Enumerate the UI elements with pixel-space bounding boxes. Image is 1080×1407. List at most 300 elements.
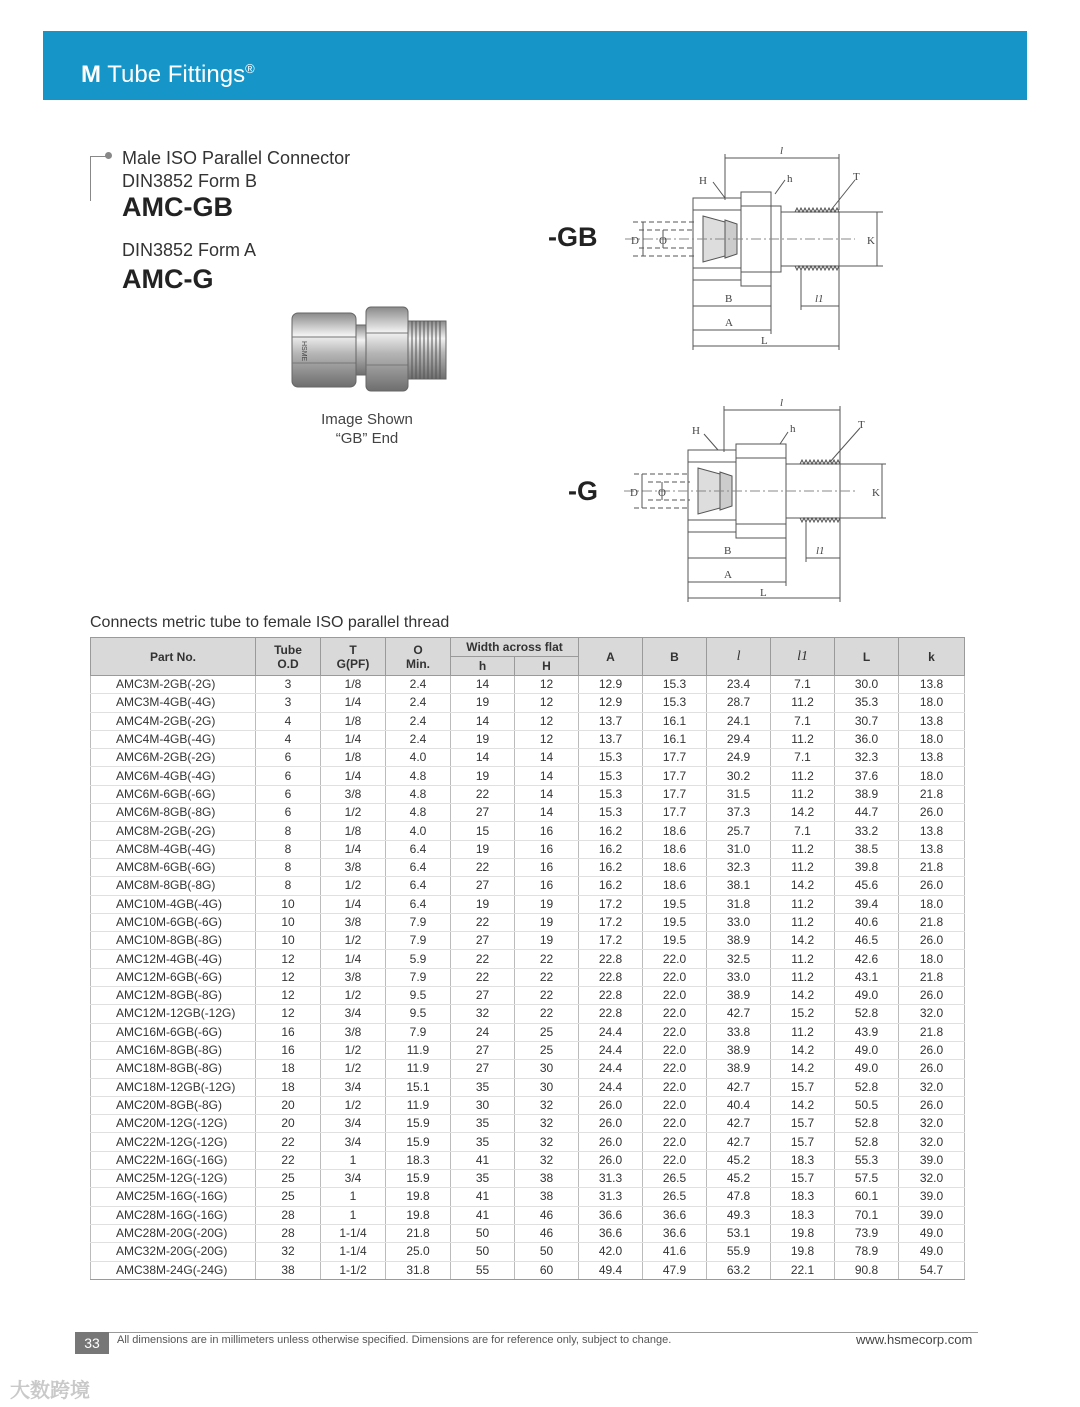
table-cell: 3/4: [321, 1170, 386, 1188]
table-cell: 32: [451, 1005, 515, 1023]
dim-A: A: [725, 317, 733, 329]
table-cell: 35.3: [835, 694, 899, 712]
table-cell: 19: [451, 730, 515, 748]
table-cell: 49.0: [835, 1060, 899, 1078]
part-number-cell: AMC4M-4GB(-4G): [91, 730, 256, 748]
table-cell: 70.1: [835, 1206, 899, 1224]
table-cell: 30: [515, 1060, 579, 1078]
table-cell: 7.9: [386, 1023, 451, 1041]
table-cell: 6.4: [386, 895, 451, 913]
table-cell: 3/4: [321, 1005, 386, 1023]
table-cell: 31.8: [386, 1261, 451, 1279]
table-cell: 15.9: [386, 1170, 451, 1188]
table-row: [91, 1170, 965, 1188]
table-cell: 25.0: [386, 1243, 451, 1261]
table-cell: 17.7: [643, 785, 707, 803]
table-cell: 22: [256, 1133, 321, 1151]
table-cell: 19.8: [386, 1206, 451, 1224]
table-cell: 6.4: [386, 877, 451, 895]
table-cell: 21.8: [899, 913, 965, 931]
table-cell: 50: [451, 1224, 515, 1242]
g-dim-l: l: [780, 397, 784, 409]
table-cell: 26.0: [899, 1096, 965, 1114]
table-cell: 8: [256, 840, 321, 858]
table-cell: 21.8: [899, 785, 965, 803]
g-dim-T: T: [858, 419, 865, 431]
table-cell: 17.7: [643, 767, 707, 785]
table-cell: 1/8: [321, 749, 386, 767]
table-cell: 27: [451, 1060, 515, 1078]
table-cell: 32.0: [899, 1115, 965, 1133]
table-row: [91, 1023, 965, 1041]
table-row: [91, 785, 965, 803]
table-cell: 22: [515, 987, 579, 1005]
table-cell: 38: [515, 1188, 579, 1206]
table-cell: 16.2: [579, 877, 643, 895]
table-cell: 18.3: [771, 1206, 835, 1224]
table-cell: 22.0: [643, 1115, 707, 1133]
table-cell: 14.2: [771, 1060, 835, 1078]
table-cell: 18.6: [643, 858, 707, 876]
table-cell: 13.8: [899, 749, 965, 767]
table-cell: 19.8: [771, 1224, 835, 1242]
code-g: AMC-G: [122, 264, 214, 294]
table-cell: 50: [515, 1243, 579, 1261]
header-tube-sub: O.D: [277, 656, 299, 671]
table-row: [91, 932, 965, 950]
table-cell: 46: [515, 1224, 579, 1242]
table-cell: 31.3: [579, 1188, 643, 1206]
table-row: [91, 1206, 965, 1224]
table-cell: 18: [256, 1078, 321, 1096]
table-cell: 1-1/4: [321, 1224, 386, 1242]
table-cell: 38.1: [707, 877, 771, 895]
table-row: [91, 987, 965, 1005]
table-cell: 3/8: [321, 858, 386, 876]
table-cell: 22.0: [643, 1078, 707, 1096]
dim-l1: l1: [815, 293, 824, 305]
table-cell: 22: [451, 913, 515, 931]
table-cell: 55: [451, 1261, 515, 1279]
product-name: Male ISO Parallel Connector: [122, 148, 351, 168]
table-cell: 22.0: [643, 950, 707, 968]
table-cell: 36.0: [835, 730, 899, 748]
part-number-cell: AMC3M-2GB(-2G): [91, 676, 256, 694]
part-number-cell: AMC28M-20G(-20G): [91, 1224, 256, 1242]
table-cell: 73.9: [835, 1224, 899, 1242]
table-cell: 1/2: [321, 932, 386, 950]
g-technical-drawing: [620, 392, 890, 607]
table-cell: 22: [256, 1151, 321, 1169]
table-cell: 2.4: [386, 676, 451, 694]
part-number-cell: AMC28M-16G(-16G): [91, 1206, 256, 1224]
table-cell: 5.9: [386, 950, 451, 968]
table-cell: 18.6: [643, 822, 707, 840]
dim-H: H: [699, 175, 707, 187]
part-number-cell: AMC8M-8GB(-8G): [91, 877, 256, 895]
table-cell: 45.2: [707, 1170, 771, 1188]
dim-T: T: [853, 171, 860, 183]
table-cell: 22.0: [643, 1005, 707, 1023]
table-cell: 46.5: [835, 932, 899, 950]
part-number-cell: AMC6M-6GB(-6G): [91, 785, 256, 803]
table-cell: 14: [515, 785, 579, 803]
table-cell: 26.0: [899, 1060, 965, 1078]
table-cell: 22.0: [643, 1151, 707, 1169]
page-title: [81, 61, 255, 89]
header-l1-label: l1: [797, 649, 808, 664]
table-cell: 2.4: [386, 694, 451, 712]
caption-line-1: Image Shown: [321, 411, 413, 428]
table-cell: 19.8: [386, 1188, 451, 1206]
table-cell: 19: [515, 932, 579, 950]
code-gb: AMC-GB: [122, 192, 233, 222]
header-l-label: l: [736, 649, 741, 664]
table-cell: 1/2: [321, 877, 386, 895]
table-cell: 28: [256, 1224, 321, 1242]
table-cell: 2.4: [386, 730, 451, 748]
table-cell: 1/8: [321, 822, 386, 840]
table-cell: 11.2: [771, 895, 835, 913]
table-cell: 17.7: [643, 804, 707, 822]
g-dim-D: D: [630, 487, 638, 499]
table-cell: 15.3: [643, 676, 707, 694]
table-cell: 1/4: [321, 895, 386, 913]
table-cell: 22.0: [643, 1023, 707, 1041]
table-cell: 22: [451, 950, 515, 968]
table-cell: 12: [256, 1005, 321, 1023]
table-cell: 12.9: [579, 694, 643, 712]
variant-g-label: -G: [568, 476, 598, 506]
table-cell: 8: [256, 877, 321, 895]
table-cell: 22.8: [579, 968, 643, 986]
table-cell: 11.2: [771, 968, 835, 986]
table-cell: 15.2: [771, 1005, 835, 1023]
table-cell: 39.0: [899, 1206, 965, 1224]
table-cell: 37.6: [835, 767, 899, 785]
table-cell: 22: [451, 968, 515, 986]
table-cell: 22.0: [643, 1060, 707, 1078]
table-cell: 49.3: [707, 1206, 771, 1224]
table-cell: 1/4: [321, 694, 386, 712]
dim-l: l: [780, 145, 784, 157]
table-cell: 22.8: [579, 987, 643, 1005]
table-row: [91, 950, 965, 968]
g-dim-A: A: [724, 569, 732, 581]
table-row: [91, 840, 965, 858]
table-cell: 27: [451, 877, 515, 895]
table-cell: 42.7: [707, 1078, 771, 1096]
table-cell: 15.7: [771, 1133, 835, 1151]
table-cell: 13.8: [899, 676, 965, 694]
table-cell: 16.1: [643, 730, 707, 748]
table-cell: 35: [451, 1115, 515, 1133]
table-cell: 27: [451, 804, 515, 822]
table-cell: 19: [451, 895, 515, 913]
table-cell: 14.2: [771, 987, 835, 1005]
header-b: B: [643, 638, 707, 676]
table-cell: 4.0: [386, 822, 451, 840]
table-cell: 45.6: [835, 877, 899, 895]
header-tube-label: Tube: [274, 642, 302, 657]
table-cell: 6.4: [386, 858, 451, 876]
table-cell: 26.0: [579, 1096, 643, 1114]
table-cell: 22: [515, 1005, 579, 1023]
title-text: Tube Fittings: [107, 61, 246, 88]
table-cell: 13.7: [579, 730, 643, 748]
table-cell: 3/8: [321, 1023, 386, 1041]
table-row: [91, 877, 965, 895]
header-o-sub: Min.: [406, 656, 430, 671]
table-row: [91, 694, 965, 712]
part-number-cell: AMC4M-2GB(-2G): [91, 712, 256, 730]
g-dim-B: B: [724, 545, 732, 557]
table-cell: 52.8: [835, 1115, 899, 1133]
part-number-cell: AMC8M-2GB(-2G): [91, 822, 256, 840]
table-cell: 7.1: [771, 676, 835, 694]
table-cell: 11.2: [771, 913, 835, 931]
part-number-cell: AMC20M-12G(-12G): [91, 1115, 256, 1133]
header-l1: [771, 638, 835, 676]
table-row: [91, 822, 965, 840]
table-cell: 50: [451, 1243, 515, 1261]
part-number-cell: AMC6M-2GB(-2G): [91, 749, 256, 767]
table-cell: 15.7: [771, 1078, 835, 1096]
header-o: [386, 638, 451, 676]
part-number-cell: AMC38M-24G(-24G): [91, 1261, 256, 1279]
table-cell: 36.6: [643, 1206, 707, 1224]
table-cell: 4: [256, 712, 321, 730]
table-cell: 32: [515, 1115, 579, 1133]
header-tube: [256, 638, 321, 676]
table-cell: 18.0: [899, 694, 965, 712]
table-cell: 38: [515, 1170, 579, 1188]
table-cell: 30: [515, 1078, 579, 1096]
table-cell: 32.0: [899, 1005, 965, 1023]
table-cell: 49.4: [579, 1261, 643, 1279]
part-number-cell: AMC8M-4GB(-4G): [91, 840, 256, 858]
part-number-cell: AMC16M-8GB(-8G): [91, 1041, 256, 1059]
table-cell: 41.6: [643, 1243, 707, 1261]
table-cell: 9.5: [386, 987, 451, 1005]
table-cell: 17.2: [579, 913, 643, 931]
table-cell: 18.0: [899, 895, 965, 913]
table-cell: 4.8: [386, 804, 451, 822]
table-cell: 14: [451, 712, 515, 730]
table-cell: 18.0: [899, 950, 965, 968]
table-cell: 30.2: [707, 767, 771, 785]
table-cell: 45.2: [707, 1151, 771, 1169]
table-cell: 1-1/2: [321, 1261, 386, 1279]
table-cell: 1/2: [321, 1041, 386, 1059]
table-cell: 36.6: [579, 1224, 643, 1242]
table-cell: 19: [451, 694, 515, 712]
table-caption: Connects metric tube to female ISO parallel thread: [90, 614, 450, 631]
table-cell: 1/8: [321, 712, 386, 730]
table-cell: 7.9: [386, 913, 451, 931]
table-cell: 11.9: [386, 1041, 451, 1059]
table-cell: 19: [451, 840, 515, 858]
table-cell: 18: [256, 1060, 321, 1078]
part-number-cell: AMC12M-12GB(-12G): [91, 1005, 256, 1023]
dim-h: h: [787, 173, 793, 185]
table-cell: 13.8: [899, 840, 965, 858]
table-cell: 11.9: [386, 1060, 451, 1078]
header-a: A: [579, 638, 643, 676]
header-t-sub: G(PF): [336, 656, 370, 671]
table-cell: 13.8: [899, 712, 965, 730]
table-row: [91, 1243, 965, 1261]
table-cell: 11.2: [771, 730, 835, 748]
part-number-cell: AMC10M-4GB(-4G): [91, 895, 256, 913]
table-cell: 24: [451, 1023, 515, 1041]
table-cell: 16: [515, 858, 579, 876]
g-dim-L: L: [760, 587, 767, 599]
table-cell: 11.2: [771, 767, 835, 785]
table-cell: 40.6: [835, 913, 899, 931]
table-cell: 22: [515, 968, 579, 986]
table-cell: 49.0: [835, 1041, 899, 1059]
table-cell: 41: [451, 1151, 515, 1169]
table-cell: 21.8: [899, 858, 965, 876]
part-number-cell: AMC10M-8GB(-8G): [91, 932, 256, 950]
table-cell: 19: [515, 913, 579, 931]
table-cell: 15.3: [643, 694, 707, 712]
table-cell: 38.9: [707, 932, 771, 950]
table-cell: 17.2: [579, 932, 643, 950]
table-cell: 3/8: [321, 968, 386, 986]
table-cell: 15.3: [579, 785, 643, 803]
header-h: h: [451, 657, 515, 676]
table-cell: 14.2: [771, 1096, 835, 1114]
table-cell: 24.4: [579, 1023, 643, 1041]
table-cell: 24.1: [707, 712, 771, 730]
table-cell: 22.1: [771, 1261, 835, 1279]
table-cell: 15.7: [771, 1115, 835, 1133]
table-cell: 38: [256, 1261, 321, 1279]
table-cell: 1/8: [321, 676, 386, 694]
table-row: [91, 1041, 965, 1059]
table-cell: 41: [451, 1206, 515, 1224]
table-cell: 22.8: [579, 1005, 643, 1023]
table-row: [91, 1261, 965, 1279]
table-cell: 16.2: [579, 822, 643, 840]
table-cell: 11.2: [771, 858, 835, 876]
table-cell: 20: [256, 1096, 321, 1114]
table-cell: 12: [256, 950, 321, 968]
table-cell: 39.0: [899, 1188, 965, 1206]
table-cell: 12: [515, 730, 579, 748]
table-cell: 12: [256, 987, 321, 1005]
table-cell: 3/4: [321, 1078, 386, 1096]
table-cell: 32: [515, 1096, 579, 1114]
table-cell: 32.0: [899, 1078, 965, 1096]
part-number-cell: AMC12M-4GB(-4G): [91, 950, 256, 968]
table-cell: 31.8: [707, 895, 771, 913]
table-row: [91, 712, 965, 730]
table-cell: 33.8: [707, 1023, 771, 1041]
table-cell: 55.3: [835, 1151, 899, 1169]
table-cell: 24.9: [707, 749, 771, 767]
dim-L: L: [761, 335, 768, 347]
header-width-across-flat: Width across flat: [451, 638, 579, 657]
table-cell: 46: [515, 1206, 579, 1224]
table-cell: 32.0: [899, 1170, 965, 1188]
table-cell: 16: [256, 1041, 321, 1059]
table-cell: 3/4: [321, 1133, 386, 1151]
table-cell: 16.1: [643, 712, 707, 730]
table-cell: 26.0: [899, 804, 965, 822]
table-cell: 15.1: [386, 1078, 451, 1096]
table-cell: 39.8: [835, 858, 899, 876]
table-cell: 7.9: [386, 968, 451, 986]
header-H: H: [515, 657, 579, 676]
table-cell: 16.2: [579, 858, 643, 876]
bullet-dot-icon: [105, 152, 112, 159]
table-cell: 17.2: [579, 895, 643, 913]
table-cell: 38.9: [707, 987, 771, 1005]
table-cell: 30.7: [835, 712, 899, 730]
table-cell: 49.0: [835, 987, 899, 1005]
table-cell: 26.0: [579, 1151, 643, 1169]
table-cell: 33.0: [707, 913, 771, 931]
brand-letter: M: [81, 61, 101, 88]
table-cell: 14: [515, 767, 579, 785]
table-cell: 19.5: [643, 895, 707, 913]
table-cell: 57.5: [835, 1170, 899, 1188]
table-cell: 19: [515, 895, 579, 913]
table-row: [91, 730, 965, 748]
bracket-line: [90, 156, 109, 201]
table-cell: 53.1: [707, 1224, 771, 1242]
form-a-label: DIN3852 Form A: [122, 240, 257, 260]
table-cell: 18.3: [771, 1188, 835, 1206]
table-cell: 14: [451, 676, 515, 694]
part-number-cell: AMC12M-8GB(-8G): [91, 987, 256, 1005]
table-cell: 26.0: [899, 932, 965, 950]
table-cell: 47.9: [643, 1261, 707, 1279]
table-cell: 12.9: [579, 676, 643, 694]
table-cell: 1/2: [321, 804, 386, 822]
table-row: [91, 804, 965, 822]
table-cell: 63.2: [707, 1261, 771, 1279]
table-cell: 40.4: [707, 1096, 771, 1114]
table-cell: 11.2: [771, 785, 835, 803]
g-dim-h: h: [790, 423, 796, 435]
table-cell: 13.7: [579, 712, 643, 730]
table-cell: 7.9: [386, 932, 451, 950]
variant-gb-label: -GB: [548, 222, 598, 252]
table-cell: 25.7: [707, 822, 771, 840]
table-cell: 15.3: [579, 804, 643, 822]
header-k: k: [899, 638, 965, 676]
part-number-cell: AMC6M-4GB(-4G): [91, 767, 256, 785]
table-cell: 60: [515, 1261, 579, 1279]
table-cell: 31.5: [707, 785, 771, 803]
table-cell: 18.6: [643, 877, 707, 895]
table-cell: 21.8: [899, 1023, 965, 1041]
form-b-label: DIN3852 Form B: [122, 171, 258, 191]
table-cell: 16: [515, 822, 579, 840]
table-cell: 25: [256, 1170, 321, 1188]
part-number-cell: AMC8M-6GB(-6G): [91, 858, 256, 876]
table-cell: 26.5: [643, 1188, 707, 1206]
table-cell: 39.0: [899, 1151, 965, 1169]
table-cell: 47.8: [707, 1188, 771, 1206]
table-cell: 32: [515, 1151, 579, 1169]
header-t: [321, 638, 386, 676]
table-cell: 18.0: [899, 767, 965, 785]
